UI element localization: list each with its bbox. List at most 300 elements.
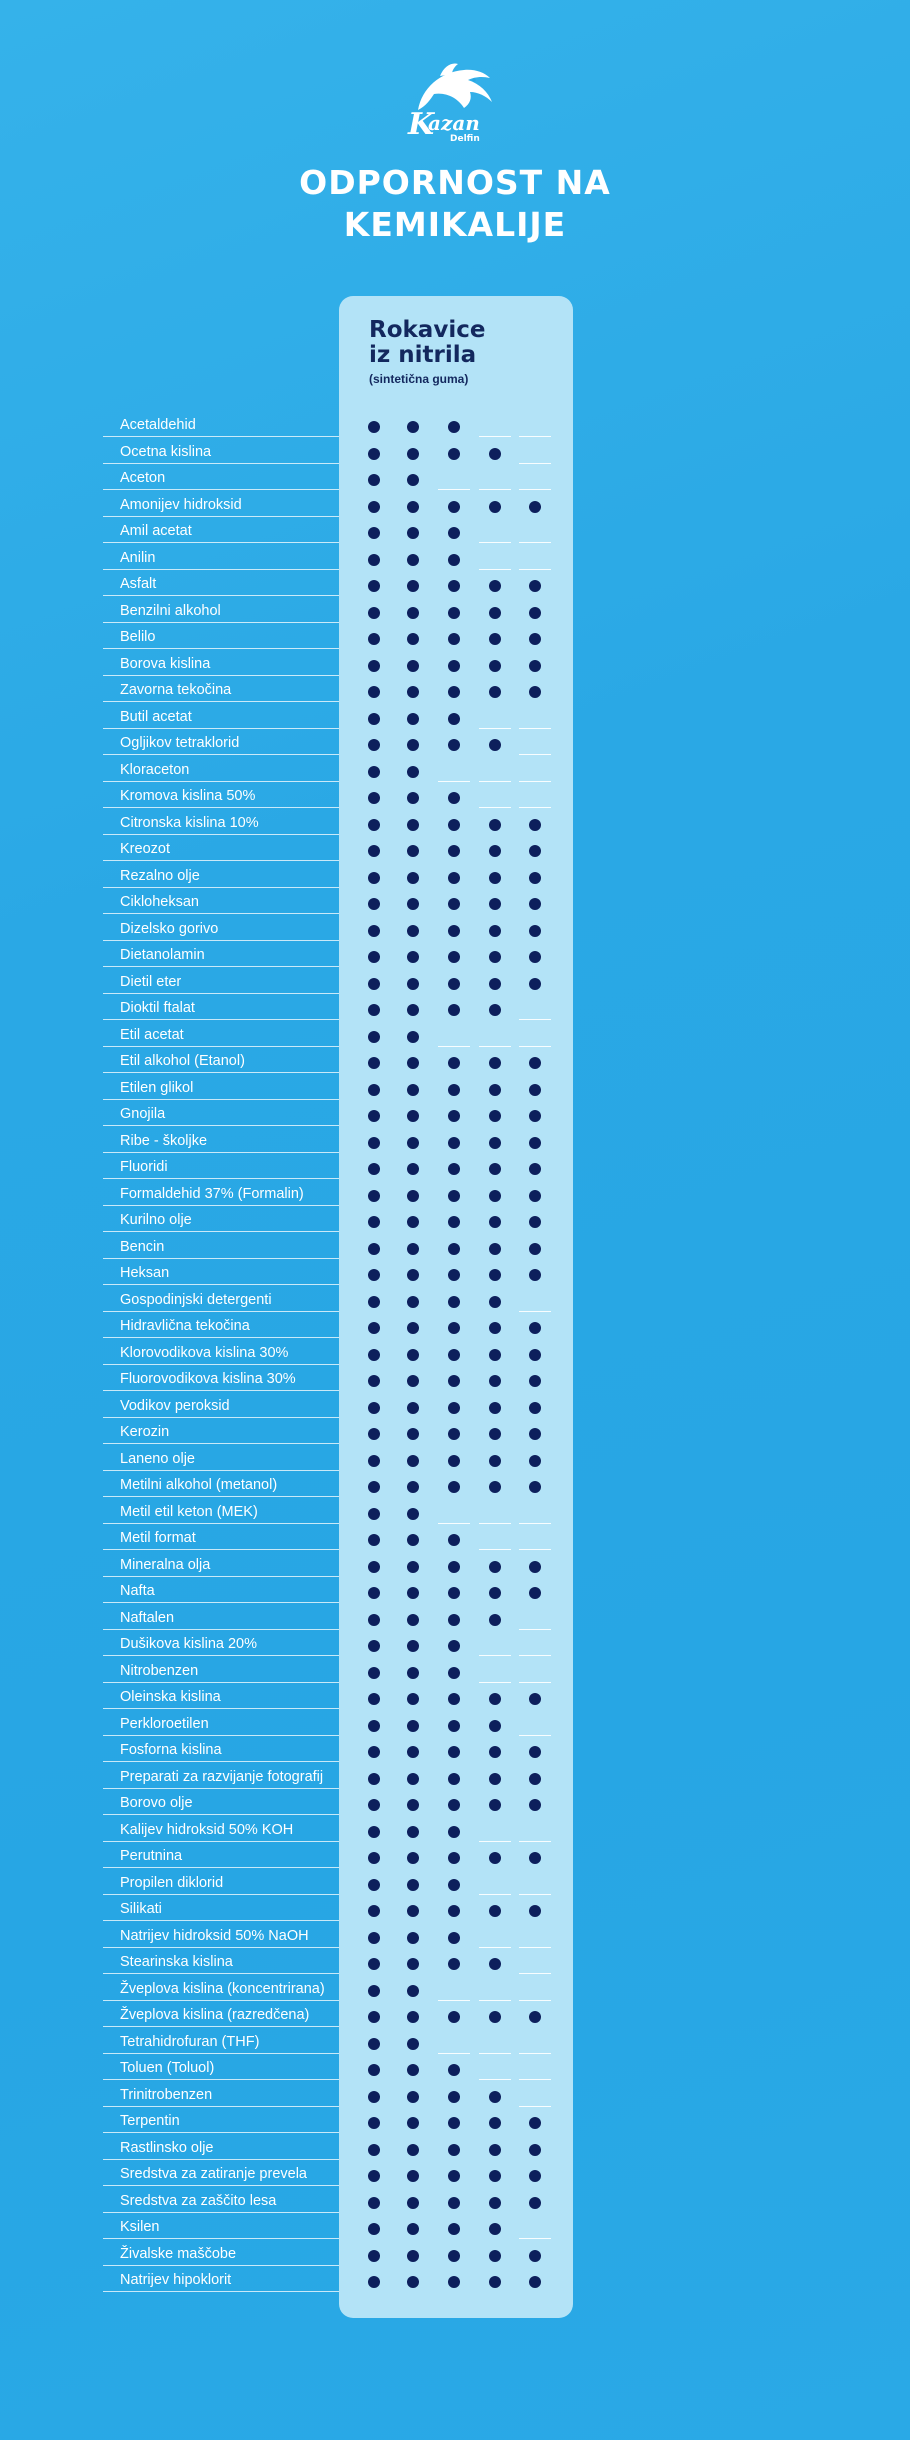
rating-dot xyxy=(368,1137,380,1149)
chemical-name: Tetrahidrofuran (THF) xyxy=(120,2033,260,2050)
rating-dot xyxy=(448,501,460,513)
rating-dot xyxy=(368,713,380,725)
row-separator xyxy=(103,1788,339,1789)
table-row xyxy=(0,1499,910,1526)
empty-rating-slot xyxy=(479,2000,511,2001)
table-row xyxy=(0,1075,910,1102)
chemical-name: Belilo xyxy=(120,629,156,645)
rating-dot xyxy=(489,2170,501,2182)
rating-dot xyxy=(448,1057,460,1069)
rating-dot xyxy=(489,1773,501,1785)
empty-rating-slot xyxy=(519,1973,551,1974)
rating-dot xyxy=(448,421,460,433)
rating-dot xyxy=(368,1322,380,1334)
table-row xyxy=(0,1340,910,1367)
chemical-name: Kloraceton xyxy=(120,761,190,778)
rating-dot xyxy=(489,1004,501,1016)
empty-rating-slot xyxy=(519,489,551,490)
rating-dot xyxy=(448,1852,460,1864)
row-separator xyxy=(103,2212,339,2213)
empty-rating-slot xyxy=(438,781,470,782)
table-row xyxy=(0,465,910,492)
row-separator xyxy=(103,1549,339,1550)
table-row xyxy=(0,1764,910,1791)
rating-dot xyxy=(368,607,380,619)
rating-dot xyxy=(368,1163,380,1175)
chemical-name: Dietil eter xyxy=(120,973,182,990)
table-row xyxy=(0,518,910,545)
column-subtitle: (sintetična guma) xyxy=(369,372,469,386)
empty-rating-slot xyxy=(519,781,551,782)
rating-dot xyxy=(489,1614,501,1626)
rating-dot xyxy=(407,2064,419,2076)
rating-dot xyxy=(529,872,541,884)
rating-dot xyxy=(529,1057,541,1069)
rating-dot xyxy=(529,2117,541,2129)
rating-dot xyxy=(489,925,501,937)
empty-rating-slot xyxy=(519,1947,551,1948)
rating-dot xyxy=(368,1773,380,1785)
row-separator xyxy=(103,1125,339,1126)
rating-dot xyxy=(407,1057,419,1069)
chemical-name: Vodikov peroksid xyxy=(120,1397,230,1414)
rating-dot xyxy=(448,527,460,539)
rating-dot xyxy=(368,2091,380,2103)
rating-dot xyxy=(368,527,380,539)
chemical-name: Citronska kislina 10% xyxy=(120,814,259,831)
table-row xyxy=(0,1313,910,1340)
table-row xyxy=(0,1790,910,1817)
chemical-name: Butil acetat xyxy=(120,708,192,725)
row-separator xyxy=(103,1947,339,1948)
kazan-delfin-logo[interactable] xyxy=(400,58,510,146)
table-row xyxy=(0,1207,910,1234)
table-row xyxy=(0,1578,910,1605)
rating-dot xyxy=(448,1190,460,1202)
row-separator xyxy=(103,1019,339,1020)
rating-dot xyxy=(368,1375,380,1387)
rating-dot xyxy=(448,448,460,460)
table-row xyxy=(0,492,910,519)
row-separator xyxy=(103,2000,339,2001)
rating-dot xyxy=(368,2276,380,2288)
rating-dot xyxy=(407,633,419,645)
rating-dot xyxy=(448,1561,460,1573)
table-row xyxy=(0,1419,910,1446)
rating-dot xyxy=(407,1375,419,1387)
chemical-name: Propilen diklorid xyxy=(120,1874,224,1891)
rating-dot xyxy=(529,1561,541,1573)
rating-dot xyxy=(448,1879,460,1891)
rating-dot xyxy=(368,925,380,937)
rating-dot xyxy=(368,660,380,672)
chemical-name: Borovo olje xyxy=(120,1795,193,1811)
row-separator xyxy=(103,2053,339,2054)
rating-dot xyxy=(529,951,541,963)
table-row xyxy=(0,439,910,466)
rating-dot xyxy=(368,1826,380,1838)
table-row xyxy=(0,1658,910,1685)
rating-dot xyxy=(448,2170,460,2182)
rating-dot xyxy=(489,2276,501,2288)
chemical-name: Terpentin xyxy=(120,2113,180,2129)
rating-dot xyxy=(368,1932,380,1944)
chemical-name: Rastlinsko olje xyxy=(120,2139,214,2156)
chemical-name: Stearinska kislina xyxy=(120,1954,233,1970)
rating-dot xyxy=(448,1402,460,1414)
rating-dot xyxy=(368,421,380,433)
chemical-name: Natrijev hipoklorit xyxy=(120,2272,232,2288)
rating-dot xyxy=(529,501,541,513)
rating-dot xyxy=(368,1746,380,1758)
rating-dot xyxy=(448,1084,460,1096)
row-separator xyxy=(103,463,339,464)
rating-dot xyxy=(529,607,541,619)
row-separator xyxy=(103,436,339,437)
chemical-name: Mineralna olja xyxy=(120,1556,211,1573)
rating-dot xyxy=(407,1216,419,1228)
rating-dot xyxy=(489,1428,501,1440)
table-row xyxy=(0,2082,910,2109)
rating-dot xyxy=(448,739,460,751)
empty-rating-slot xyxy=(519,1523,551,1524)
rating-dot xyxy=(489,686,501,698)
row-separator xyxy=(103,1523,339,1524)
empty-rating-slot xyxy=(519,1735,551,1736)
chemical-name: Kurilno olje xyxy=(120,1212,192,1228)
rating-dot xyxy=(368,845,380,857)
row-separator xyxy=(103,887,339,888)
empty-rating-slot xyxy=(479,542,511,543)
rating-dot xyxy=(529,1216,541,1228)
empty-rating-slot xyxy=(438,1523,470,1524)
table-row xyxy=(0,1048,910,1075)
rating-dot xyxy=(368,792,380,804)
rating-dot xyxy=(529,845,541,857)
rating-dot xyxy=(368,1084,380,1096)
rating-dot xyxy=(368,1216,380,1228)
chemical-name: Kreozot xyxy=(120,841,170,857)
rating-dot xyxy=(448,2223,460,2235)
empty-rating-slot xyxy=(479,1682,511,1683)
rating-dot xyxy=(489,448,501,460)
rating-dot xyxy=(368,2250,380,2262)
rating-dot xyxy=(489,1402,501,1414)
table-row xyxy=(0,1605,910,1632)
table-row xyxy=(0,1631,910,1658)
chemical-name: Žveplova kislina (koncentrirana) xyxy=(120,1980,325,1997)
empty-rating-slot xyxy=(519,1655,551,1656)
row-separator xyxy=(103,2159,339,2160)
rating-dot xyxy=(407,1455,419,1467)
empty-rating-slot xyxy=(438,1046,470,1047)
rating-dot xyxy=(368,1561,380,1573)
rating-dot xyxy=(407,2117,419,2129)
row-separator xyxy=(103,1258,339,1259)
rating-dot xyxy=(529,978,541,990)
row-separator xyxy=(103,1470,339,1471)
row-separator xyxy=(103,542,339,543)
svg-text:azan: azan xyxy=(428,111,480,135)
row-separator xyxy=(103,675,339,676)
rating-dot xyxy=(489,1481,501,1493)
table-row xyxy=(0,2055,910,2082)
rating-dot xyxy=(489,1243,501,1255)
chemical-name: Metil format xyxy=(120,1530,196,1546)
row-separator xyxy=(103,1205,339,1206)
rating-dot xyxy=(407,1587,419,1599)
rating-dot xyxy=(407,1799,419,1811)
rating-dot xyxy=(368,1031,380,1043)
empty-rating-slot xyxy=(519,436,551,437)
rating-dot xyxy=(407,660,419,672)
rating-dot xyxy=(368,1693,380,1705)
table-row xyxy=(0,2161,910,2188)
rating-dot xyxy=(407,1084,419,1096)
rating-dot xyxy=(368,1243,380,1255)
rating-dot xyxy=(529,1137,541,1149)
empty-rating-slot xyxy=(479,1947,511,1948)
rating-dot xyxy=(489,1455,501,1467)
rating-dot xyxy=(489,845,501,857)
rating-dot xyxy=(407,1322,419,1334)
table-row xyxy=(0,598,910,625)
rating-dot xyxy=(529,633,541,645)
row-separator xyxy=(103,2265,339,2266)
rating-dot xyxy=(368,819,380,831)
rating-dot xyxy=(529,1799,541,1811)
row-separator xyxy=(103,1178,339,1179)
rating-dot xyxy=(529,1084,541,1096)
rating-dot xyxy=(489,1216,501,1228)
row-separator xyxy=(103,2106,339,2107)
row-separator xyxy=(103,913,339,914)
rating-dot xyxy=(529,1693,541,1705)
rating-dot xyxy=(489,1137,501,1149)
rating-dot xyxy=(448,1375,460,1387)
row-separator xyxy=(103,1708,339,1709)
chemical-name: Bencin xyxy=(120,1238,165,1255)
rating-dot xyxy=(529,1402,541,1414)
chemical-name: Sredstva za zatiranje prevela xyxy=(120,2166,307,2182)
rating-dot xyxy=(407,2250,419,2262)
rating-dot xyxy=(448,1216,460,1228)
rating-dot xyxy=(489,1190,501,1202)
rating-dot xyxy=(368,978,380,990)
table-row xyxy=(0,1260,910,1287)
row-separator xyxy=(103,1894,339,1895)
rating-dot xyxy=(407,1110,419,1122)
row-separator xyxy=(103,2026,339,2027)
table-row xyxy=(0,916,910,943)
chemical-name: Dušikova kislina 20% xyxy=(120,1636,258,1652)
rating-dot xyxy=(407,2197,419,2209)
table-row xyxy=(0,1949,910,1976)
rating-dot xyxy=(448,951,460,963)
table-row xyxy=(0,1181,910,1208)
table-row xyxy=(0,1684,910,1711)
empty-rating-slot xyxy=(438,489,470,490)
table-row xyxy=(0,677,910,704)
row-separator xyxy=(103,1867,339,1868)
table-row xyxy=(0,571,910,598)
rating-dot xyxy=(368,1667,380,1679)
rating-dot xyxy=(368,872,380,884)
chemical-name: Ksilen xyxy=(120,2219,160,2235)
rating-dot xyxy=(407,739,419,751)
chemical-name: Ribe - školjke xyxy=(120,1132,208,1149)
rating-dot xyxy=(489,501,501,513)
rating-dot xyxy=(448,660,460,672)
row-separator xyxy=(103,1576,339,1577)
rating-dot xyxy=(407,872,419,884)
chemical-name: Asfalt xyxy=(120,576,157,592)
rating-dot xyxy=(407,421,419,433)
chemical-name: Dioktil ftalat xyxy=(120,1000,195,1016)
row-separator xyxy=(103,993,339,994)
rating-dot xyxy=(448,1667,460,1679)
rating-dot xyxy=(448,1243,460,1255)
table-row xyxy=(0,2002,910,2029)
column-title-line-2: iz nitrila xyxy=(369,342,477,368)
row-separator xyxy=(103,1655,339,1656)
row-separator xyxy=(103,1072,339,1073)
table-row xyxy=(0,1870,910,1897)
rating-dot xyxy=(407,2091,419,2103)
table-row xyxy=(0,1287,910,1314)
rating-dot xyxy=(489,1057,501,1069)
rating-dot xyxy=(448,1481,460,1493)
table-row xyxy=(0,624,910,651)
rating-dot xyxy=(489,2197,501,2209)
rating-dot xyxy=(368,686,380,698)
rating-dot xyxy=(529,1269,541,1281)
row-separator xyxy=(103,1761,339,1762)
rating-dot xyxy=(529,1322,541,1334)
row-separator xyxy=(103,754,339,755)
table-row xyxy=(0,1923,910,1950)
rating-dot xyxy=(407,925,419,937)
rating-dot xyxy=(407,527,419,539)
chemical-name: Trinitrobenzen xyxy=(120,2086,213,2103)
rating-dot xyxy=(448,1428,460,1440)
table-row xyxy=(0,757,910,784)
rating-dot xyxy=(448,1269,460,1281)
table-row xyxy=(0,2214,910,2241)
table-row xyxy=(0,1737,910,1764)
rating-dot xyxy=(407,1402,419,1414)
chemical-name: Kalijev hidroksid 50% KOH xyxy=(120,1821,294,1838)
rating-dot xyxy=(448,1746,460,1758)
rating-dot xyxy=(529,2250,541,2262)
rating-dot xyxy=(448,1958,460,1970)
rating-dot xyxy=(368,1614,380,1626)
empty-rating-slot xyxy=(519,754,551,755)
rating-dot xyxy=(368,2011,380,2023)
row-separator xyxy=(103,489,339,490)
empty-rating-slot xyxy=(479,1549,511,1550)
rating-dot xyxy=(489,2011,501,2023)
rating-dot xyxy=(368,1190,380,1202)
rating-dot xyxy=(448,2064,460,2076)
rating-dot xyxy=(407,2276,419,2288)
column-title xyxy=(369,318,569,368)
rating-dot xyxy=(448,978,460,990)
rating-dot xyxy=(407,1614,419,1626)
rating-dot xyxy=(489,819,501,831)
chemical-name: Fluorovodikova kislina 30% xyxy=(120,1371,296,1387)
empty-rating-slot xyxy=(519,2000,551,2001)
chemical-name: Nafta xyxy=(120,1583,155,1599)
rating-dot xyxy=(448,2011,460,2023)
chemical-name: Etil alkohol (Etanol) xyxy=(120,1053,245,1069)
chemical-name: Sredstva za zaščito lesa xyxy=(120,2192,277,2209)
rating-dot xyxy=(407,951,419,963)
rating-dot xyxy=(489,1720,501,1732)
rating-dot xyxy=(407,1852,419,1864)
rating-dot xyxy=(489,951,501,963)
chemical-name: Žveplova kislina (razredčena) xyxy=(120,2007,310,2023)
rating-dot xyxy=(407,1190,419,1202)
rating-dot xyxy=(407,1031,419,1043)
row-separator xyxy=(103,1841,339,1842)
row-separator xyxy=(103,595,339,596)
chemical-name: Preparati za razvijanje fotografij xyxy=(120,1768,324,1785)
empty-rating-slot xyxy=(519,569,551,570)
rating-dot xyxy=(489,2250,501,2262)
empty-rating-slot xyxy=(519,1046,551,1047)
rating-dot xyxy=(448,1137,460,1149)
table-row xyxy=(0,2108,910,2135)
rating-dot xyxy=(407,501,419,513)
rating-dot xyxy=(368,1004,380,1016)
empty-rating-slot xyxy=(519,1682,551,1683)
rating-dot xyxy=(407,1667,419,1679)
table-row xyxy=(0,1525,910,1552)
rating-dot xyxy=(407,1163,419,1175)
rating-dot xyxy=(529,1481,541,1493)
rating-dot xyxy=(448,607,460,619)
rating-dot xyxy=(407,1561,419,1573)
chemical-name: Klorovodikova kislina 30% xyxy=(120,1344,289,1361)
empty-rating-slot xyxy=(479,728,511,729)
rating-dot xyxy=(407,1640,419,1652)
empty-rating-slot xyxy=(519,728,551,729)
rating-dot xyxy=(368,951,380,963)
rating-dot xyxy=(529,925,541,937)
rating-dot xyxy=(407,978,419,990)
rating-dot xyxy=(368,448,380,460)
rating-dot xyxy=(529,1852,541,1864)
rating-dot xyxy=(489,1375,501,1387)
row-separator xyxy=(103,648,339,649)
rating-dot xyxy=(407,1296,419,1308)
empty-rating-slot xyxy=(479,1046,511,1047)
table-row xyxy=(0,2267,910,2294)
chemical-name: Laneno olje xyxy=(120,1450,195,1467)
empty-rating-slot xyxy=(479,2079,511,2080)
rating-dot xyxy=(448,1905,460,1917)
rating-dot xyxy=(489,1561,501,1573)
row-separator xyxy=(103,1682,339,1683)
rating-dot xyxy=(407,1481,419,1493)
rating-dot xyxy=(448,1110,460,1122)
table-row xyxy=(0,836,910,863)
table-row xyxy=(0,1817,910,1844)
rating-dot xyxy=(407,2223,419,2235)
rating-dot xyxy=(407,2170,419,2182)
empty-rating-slot xyxy=(479,781,511,782)
